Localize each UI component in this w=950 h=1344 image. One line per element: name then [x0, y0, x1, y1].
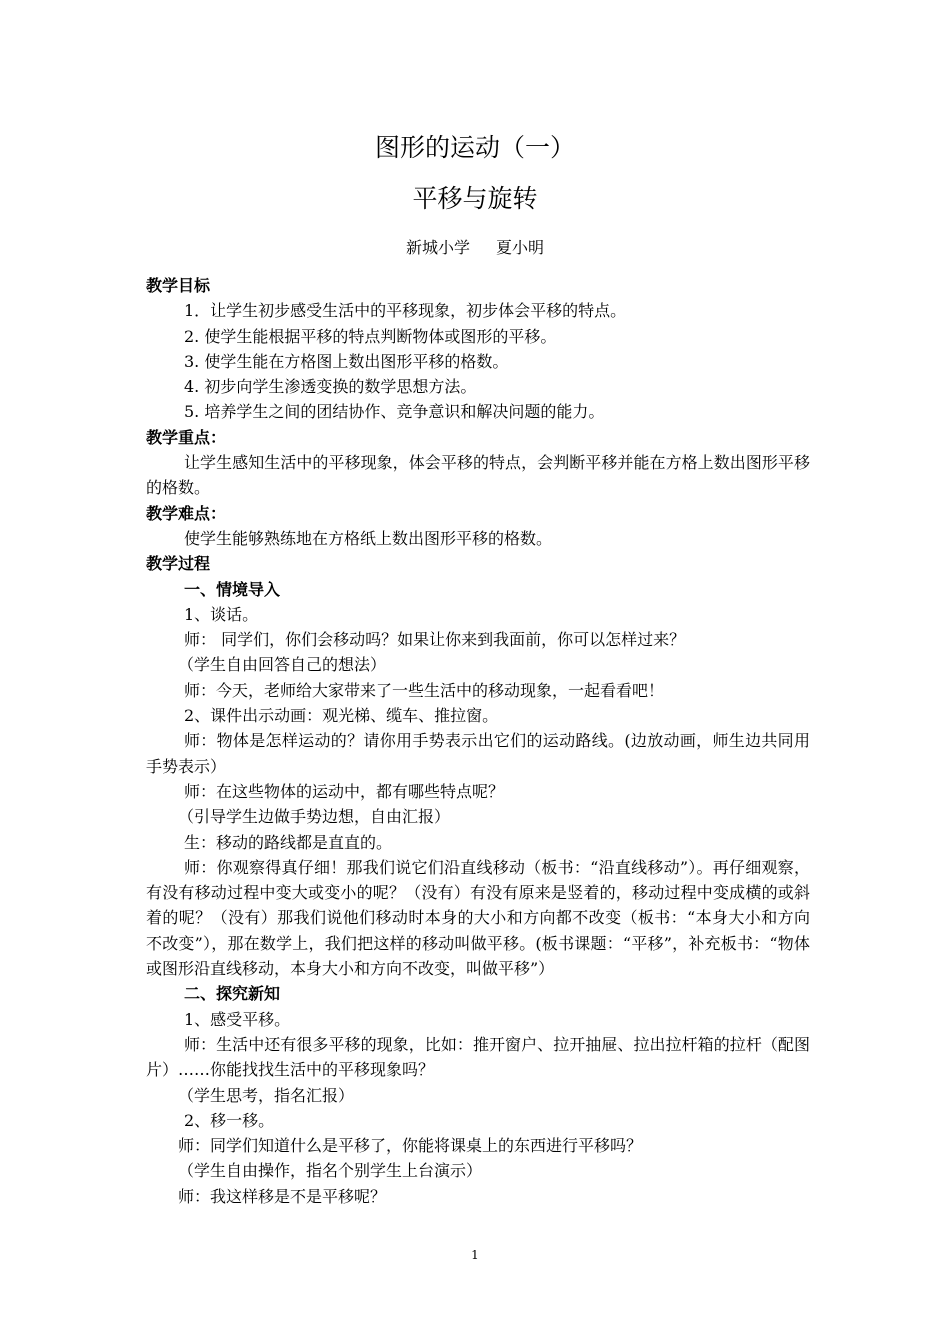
- paragraph: 师：我这样移是不是平移呢？: [178, 1186, 387, 1206]
- paragraph: （学生思考，指名汇报）: [178, 1085, 355, 1105]
- goal-item: 4. 初步向学生渗透变换的数学思想方法。: [184, 377, 477, 397]
- page-number: 1: [471, 1248, 479, 1262]
- document-body: [146, 273, 810, 1209]
- part2-heading: 二、探究新知: [184, 984, 281, 1004]
- paragraph: 师：在这些物体的运动中，都有哪些特点呢？: [184, 781, 505, 801]
- paragraph: 2、课件出示动画：观光梯、缆车、推拉窗。: [184, 706, 499, 726]
- paragraph: 1、感受平移。: [184, 1009, 291, 1029]
- difficulty-heading: 教学难点：: [146, 503, 227, 523]
- paragraph: （学生自由操作，指名个别学生上台演示）: [178, 1161, 483, 1181]
- paragraph: 师：今天，老师给大家带来了一些生活中的移动现象，一起看看吧！: [184, 680, 665, 700]
- key-heading: 教学重点：: [146, 427, 227, 447]
- paragraph: 生：移动的路线都是直直的。: [184, 832, 393, 852]
- paragraph: （学生自由回答自己的想法）: [178, 655, 387, 675]
- goals-heading: 教学目标: [146, 276, 211, 295]
- paragraph: 师：你观察得真仔细！那我们说它们沿直线移动（板书：“沿直线移动”）。再仔细观察，有没有移动过程中变大或变小的呢？（没有）有没有原来是竖着的，移动过程中变成横的或斜着的呢？（没有）那我们说他们移动时本身的大小和方向都不改变（板书：“本身大小和方向不改变”），那在数学上，我们把这样的移动叫做平移。(板书课题：“平移”，补充板书：“物体或图形沿直线移动，本身大小和方向不改变，叫做平移”）: [146, 857, 810, 979]
- key-text: 让学生感知生活中的平移现象，体会平移的特点，会判断平移并能在方格上数出图形平移的格数。: [146, 453, 810, 498]
- author-school: 新城小学: [405, 238, 470, 257]
- goal-item: 3. 使学生能在方格图上数出图形平移的格数。: [184, 351, 509, 371]
- paragraph: 师：同学们知道什么是平移了，你能将课桌上的东西进行平移吗？: [178, 1136, 643, 1156]
- paragraph: 1、谈话。: [184, 604, 259, 624]
- process-heading: 教学过程: [146, 554, 211, 574]
- goal-item: 5. 培养学生之间的团结协作、竞争意识和解决问题的能力。: [184, 402, 605, 422]
- paragraph: 师：生活中还有很多平移的现象，比如：推开窗户、拉开抽屉、拉出拉杆箱的拉杆（配图片）……你能找找生活中的平移现象吗？: [146, 1034, 810, 1080]
- document-subtitle: 平移与旋转: [412, 184, 538, 213]
- author-name: 夏小明: [496, 238, 545, 257]
- part1-heading: 一、情境导入: [184, 579, 281, 599]
- goal-item: 1．让学生初步感受生活中的平移现象，初步体会平移的特点。: [184, 301, 627, 321]
- goal-item: 2. 使学生能根据平移的特点判断物体或图形的平移。: [184, 326, 557, 346]
- document-title: 图形的运动（一）: [374, 133, 575, 162]
- paragraph: 师： 同学们，你们会移动吗？如果让你来到我面前，你可以怎样过来？: [184, 630, 686, 650]
- difficulty-text: 使学生能够熟练地在方格纸上数出图形平移的格数。: [184, 528, 553, 548]
- paragraph: （引导学生边做手势边想，自由汇报）: [178, 807, 451, 827]
- author-line: [0, 237, 950, 259]
- paragraph: 师：物体是怎样运动的？请你用手势表示出它们的运动路线。(边放动画，师生边共同用手势表示）: [146, 731, 810, 776]
- paragraph: 2、移一移。: [184, 1110, 275, 1130]
